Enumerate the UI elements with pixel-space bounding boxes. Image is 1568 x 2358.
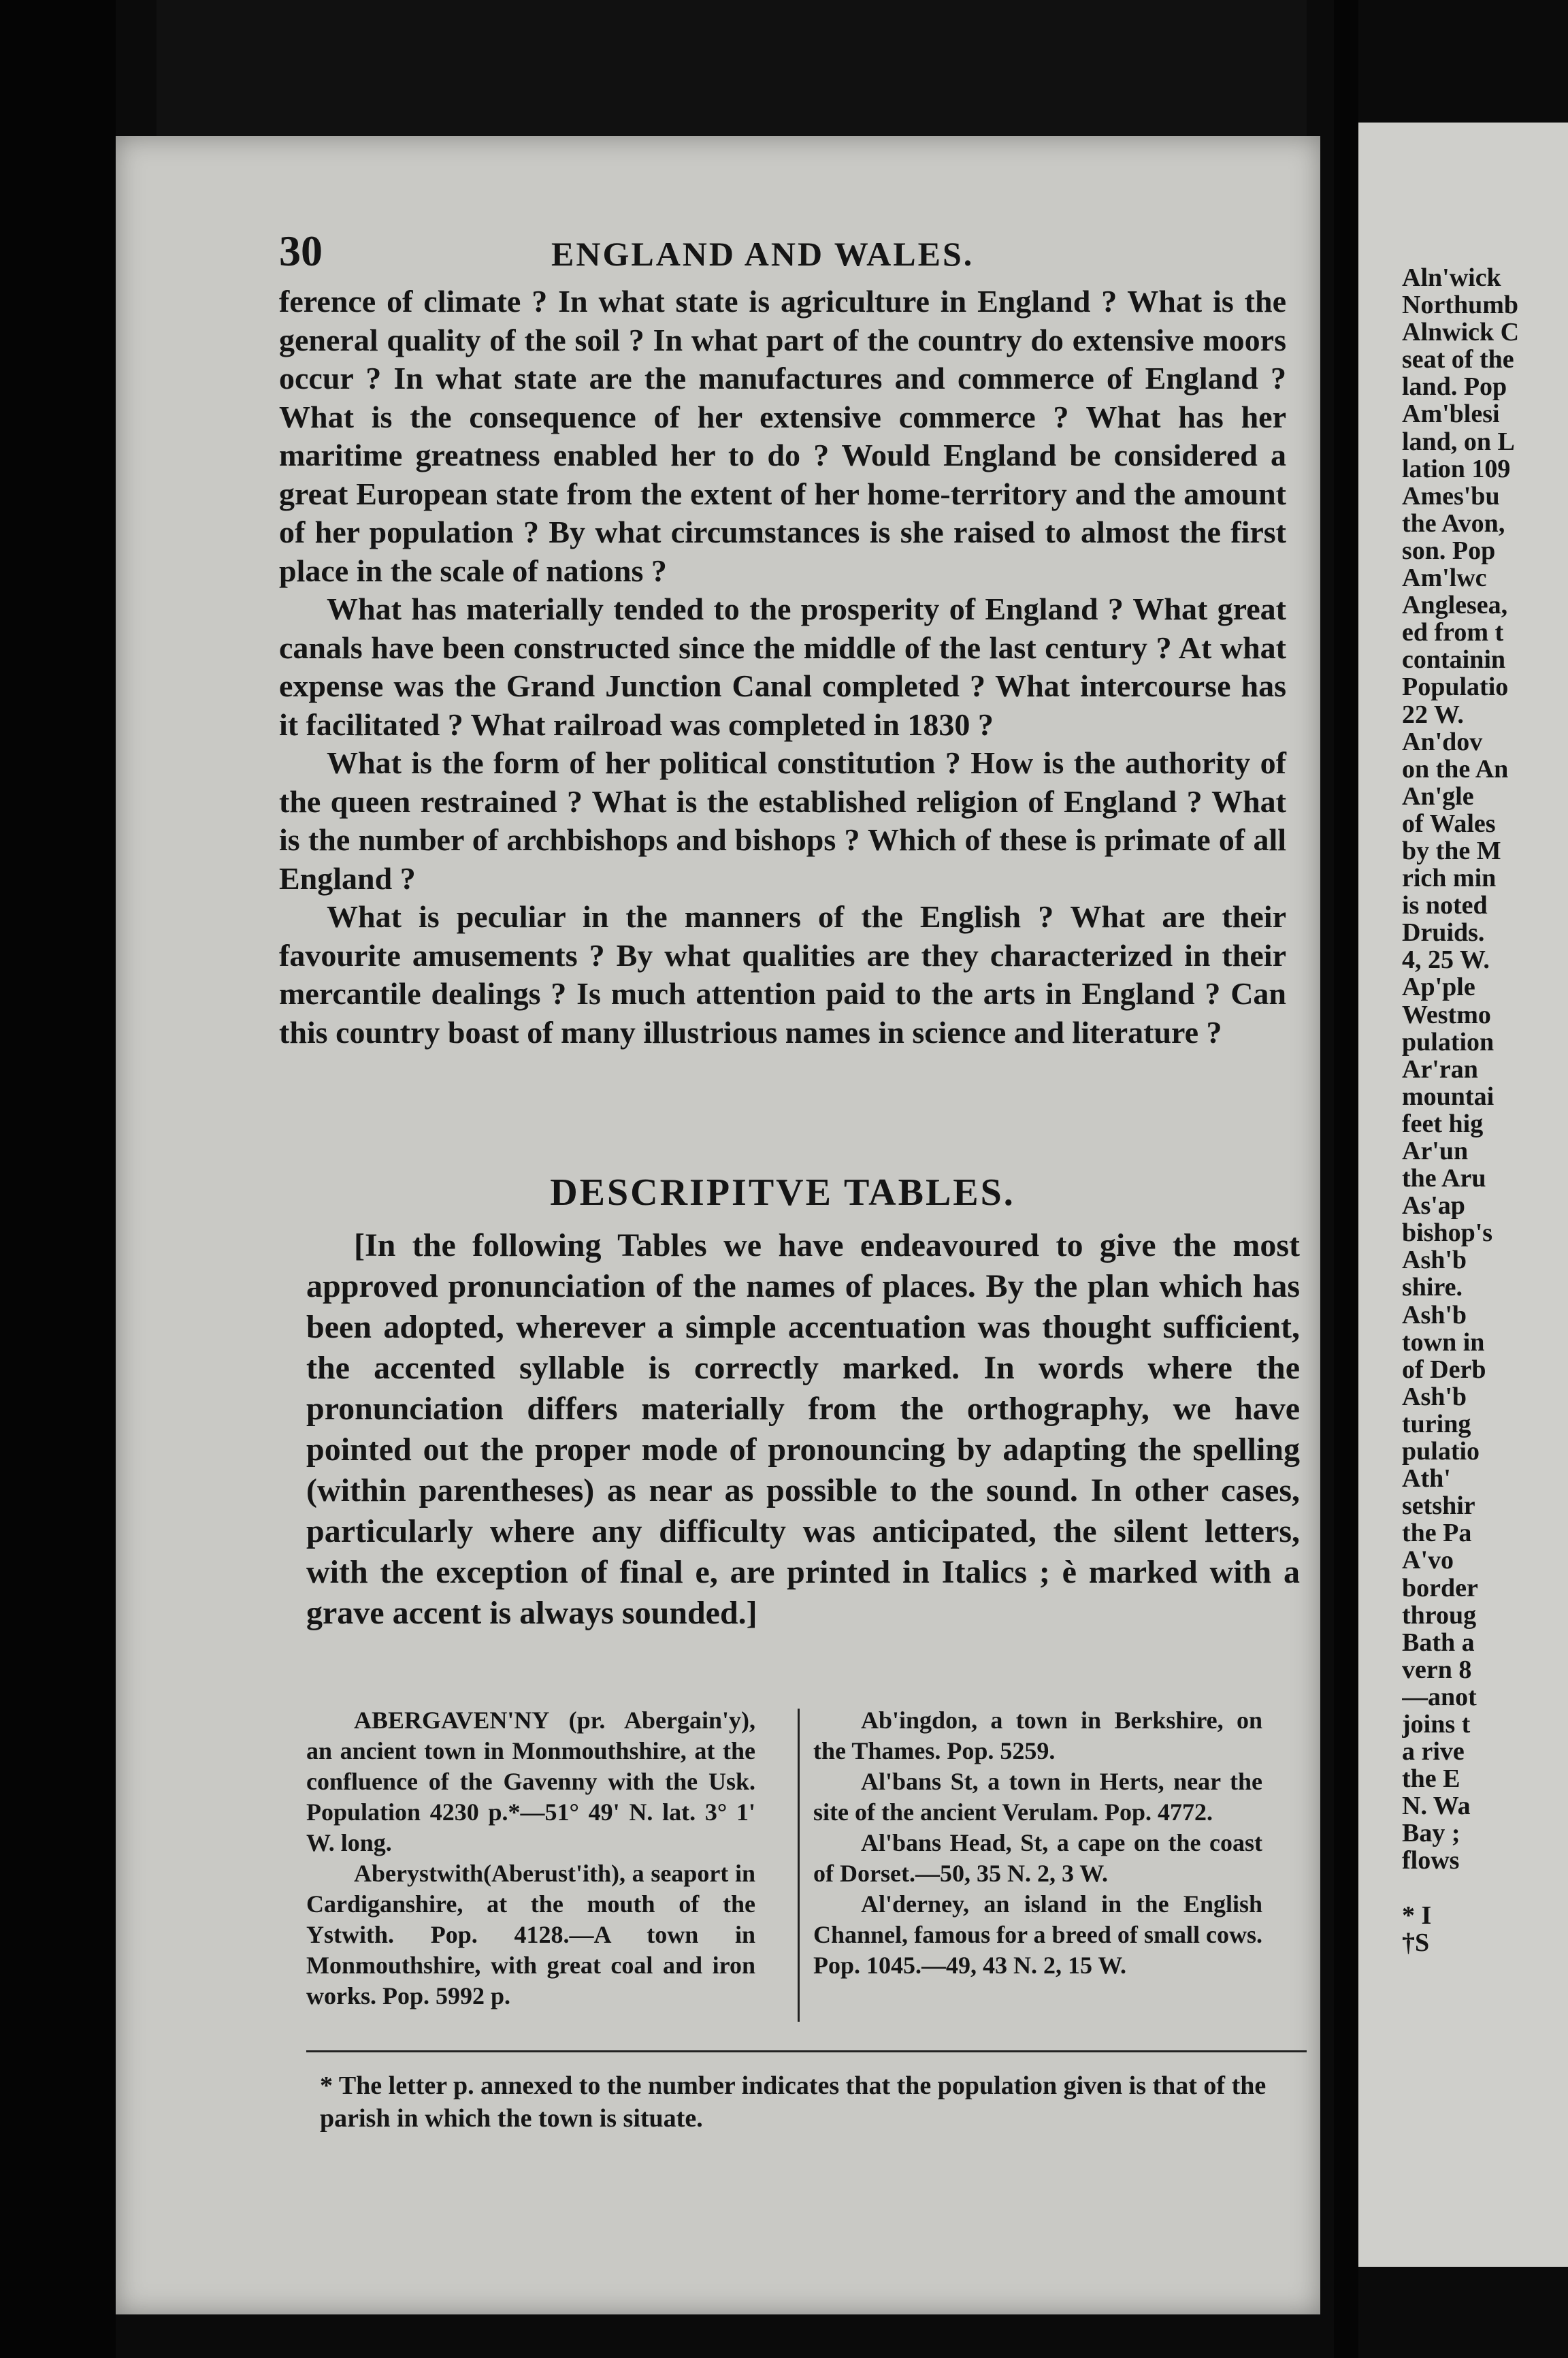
intro-paragraph: [In the following Tables we have endeavoured to give the most approved pronunciation of the names of places. By the plan which has been adopted, wherever a simple accentuation was thought sufficient, the accented syllable is correctly marked. In words where the pronunciation differs materially from the orthography, we have pointed out the proper mode of pronouncing by adapting the spelling (within parentheses) as near as possible to the sound. In other cases, particularly where any difficulty was anticipated, the silent letters, with the exception of final e, are printed in Italics ; è marked with a grave accent is always sounded.] [306,1227,1300,1631]
right-page-line: throug [1402,1600,1477,1630]
right-page-line: As'ap [1402,1191,1465,1221]
right-page-line: flows [1402,1846,1460,1875]
right-page-line: An'gle [1402,781,1474,811]
right-page-line: Populatio [1402,673,1509,702]
right-page-line: son. Pop [1402,536,1496,565]
right-page-line: feet hig [1402,1109,1484,1138]
right-page-line: land. Pop [1402,372,1507,402]
right-page-line: the Aru [1402,1164,1486,1193]
gazetteer-column-right [813,1705,1262,1981]
running-title: ENGLAND AND WALES. [551,235,975,273]
right-page-line: Anglesea, [1402,591,1508,620]
right-page-line: * I [1402,1901,1432,1930]
right-page-line: Ash'b [1402,1300,1467,1329]
right-page-line: the Avon, [1402,508,1505,538]
gazetteer-entry: Aberystwith(Aberust'ith), a seaport in Cardiganshire, at the mouth of the Ystwith. Pop. 4128.—A town in Monmouthshire, with great coal and iron works. Pop. 5992 p. [306,1860,755,2009]
right-page-line: pulatio [1402,1437,1480,1466]
right-page-line [1402,1875,1568,1902]
right-page-line: —anot [1402,1682,1477,1711]
right-page-line: Druids. [1402,918,1485,948]
right-page-line: pulation [1402,1027,1494,1056]
right-page-line: mountai [1402,1082,1494,1111]
gazetteer-entry: Al'bans Head, St, a cape on the coast of Dorset.—50, 35 N. 2, 3 W. [813,1829,1262,1887]
right-page-line: by the M [1402,836,1501,865]
right-page-line: the Pa [1402,1519,1472,1548]
right-page-line: 22 W. [1402,700,1464,729]
question-paragraph: ference of climate ? In what state is agriculture in England ? What is the general quality of the soil ? In what part of the country do extensive moors occur ? In what state are the manufactures and commerce of England ? What is the consequence of her extensive commerce ? What has her maritime greatness enabled her to do ? Would England be considered a great European state from the extent of her home-territory and the amount of her population ? By what circumstances is she raised to almost the first place in the scale of nations ? [279,284,1286,588]
right-page-line: containin [1402,645,1506,675]
right-page-line: Westmo [1402,1000,1491,1029]
right-page-line: 4, 25 W. [1402,946,1490,975]
right-page-text [1402,264,1568,1956]
question-paragraph: What is peculiar in the manners of the English ? What are their favourite amusements ? By what qualities are they characterized in their mercantile dealings ? Is much attention paid to the arts in England ? Can this country boast of many illustrious names in science and literature ? [279,899,1286,1050]
review-questions [279,282,1286,1052]
footnote-rule [306,2050,1307,2052]
gazetteer-entry: Al'derney, an island in the English Channel, famous for a breed of small cows. Pop. 1045.—49, 43 N. 2, 15 W. [813,1890,1262,1979]
right-page-line: town in [1402,1327,1485,1357]
right-page-line: lation 109 [1402,454,1511,483]
right-page-line: border [1402,1573,1478,1602]
right-page-line: Am'lwc [1402,564,1487,593]
right-page-line: Northumb [1402,291,1519,320]
page-number: 30 [279,227,323,275]
right-page-line: Am'blesi [1402,400,1500,429]
tables-introduction [306,1225,1300,1634]
right-page-line: Bay ; [1402,1819,1460,1848]
scan-border-top [157,0,1307,136]
right-page-line: shire. [1402,1273,1463,1302]
page-header [279,226,1313,287]
column-divider [798,1709,800,2022]
right-page-line: Ash'b [1402,1246,1467,1275]
right-page-line: the E [1402,1764,1460,1794]
right-page-line: of Derb [1402,1355,1486,1384]
gazetteer-column-left [306,1705,755,2012]
question-paragraph: What has materially tended to the prosperity of England ? What great canals have been constructed since the middle of the last century ? At what expense was the Grand Junction Canal completed ? What intercourse has it facilitated ? What railroad was completed in 1830 ? [279,592,1286,742]
gazetteer-entry: ABERGAVEN'NY (pr. Abergain'y), an ancient town in Monmouthshire, at the confluence of the Gavenny with the Usk. Population 4230 p.*—51° 49' N. lat. 3° 1' W. long. [306,1707,755,1856]
right-page-line: Ath' [1402,1464,1451,1493]
right-page-line: of Wales [1402,809,1496,838]
right-page-line: turing [1402,1409,1471,1438]
right-page-line: Ar'un [1402,1137,1469,1165]
right-page-line: rich min [1402,864,1497,893]
right-page-line: joins t [1402,1709,1471,1739]
right-page-line: on the An [1402,754,1509,784]
right-page-line: Ar'ran [1402,1054,1478,1084]
question-paragraph: What is the form of her political constitution ? How is the authority of the queen restrained ? What is the established religion of England ? What is the number of archbishops and bishops ? Which of these is primate of all England ? [279,745,1286,896]
right-page-line: a rive [1402,1737,1465,1766]
right-page-line: Bath a [1402,1628,1475,1657]
right-page-line: Aln'wick [1402,264,1501,292]
right-page-line: Ames'bu [1402,481,1500,511]
right-page-line: Ash'b [1402,1382,1467,1411]
footnote: * The letter p. annexed to the number indicates that the population given is that of the parish in which the town is situate. [320,2071,1267,2133]
right-page-line: A'vo [1402,1546,1454,1575]
right-page-line: Alnwick C [1402,318,1520,347]
right-page-line: is noted [1402,891,1488,920]
right-page-line: setshir [1402,1491,1475,1521]
right-page-line: †S [1402,1928,1430,1956]
right-page-line: N. Wa [1402,1792,1471,1821]
gazetteer-entry: Ab'ingdon, a town in Berkshire, on the Thames. Pop. 5259. [813,1707,1262,1764]
right-page-line: land, on L [1402,427,1515,456]
right-page-line: bishop's [1402,1218,1493,1248]
right-page-line: vern 8 [1402,1655,1472,1684]
section-heading: DESCRIPITVE TABLES. [550,1172,1015,1214]
right-page-line: ed from t [1402,618,1504,647]
gazetteer-entry: Al'bans St, a town in Herts, near the site of the ancient Verulam. Pop. 4772. [813,1768,1262,1826]
book-spine-shadow [0,0,116,2358]
right-page-line: seat of the [1402,345,1514,374]
right-page-line: An'dov [1402,727,1483,756]
page-gutter [1334,0,1358,2358]
right-page-line: Ap'ple [1402,973,1475,1002]
